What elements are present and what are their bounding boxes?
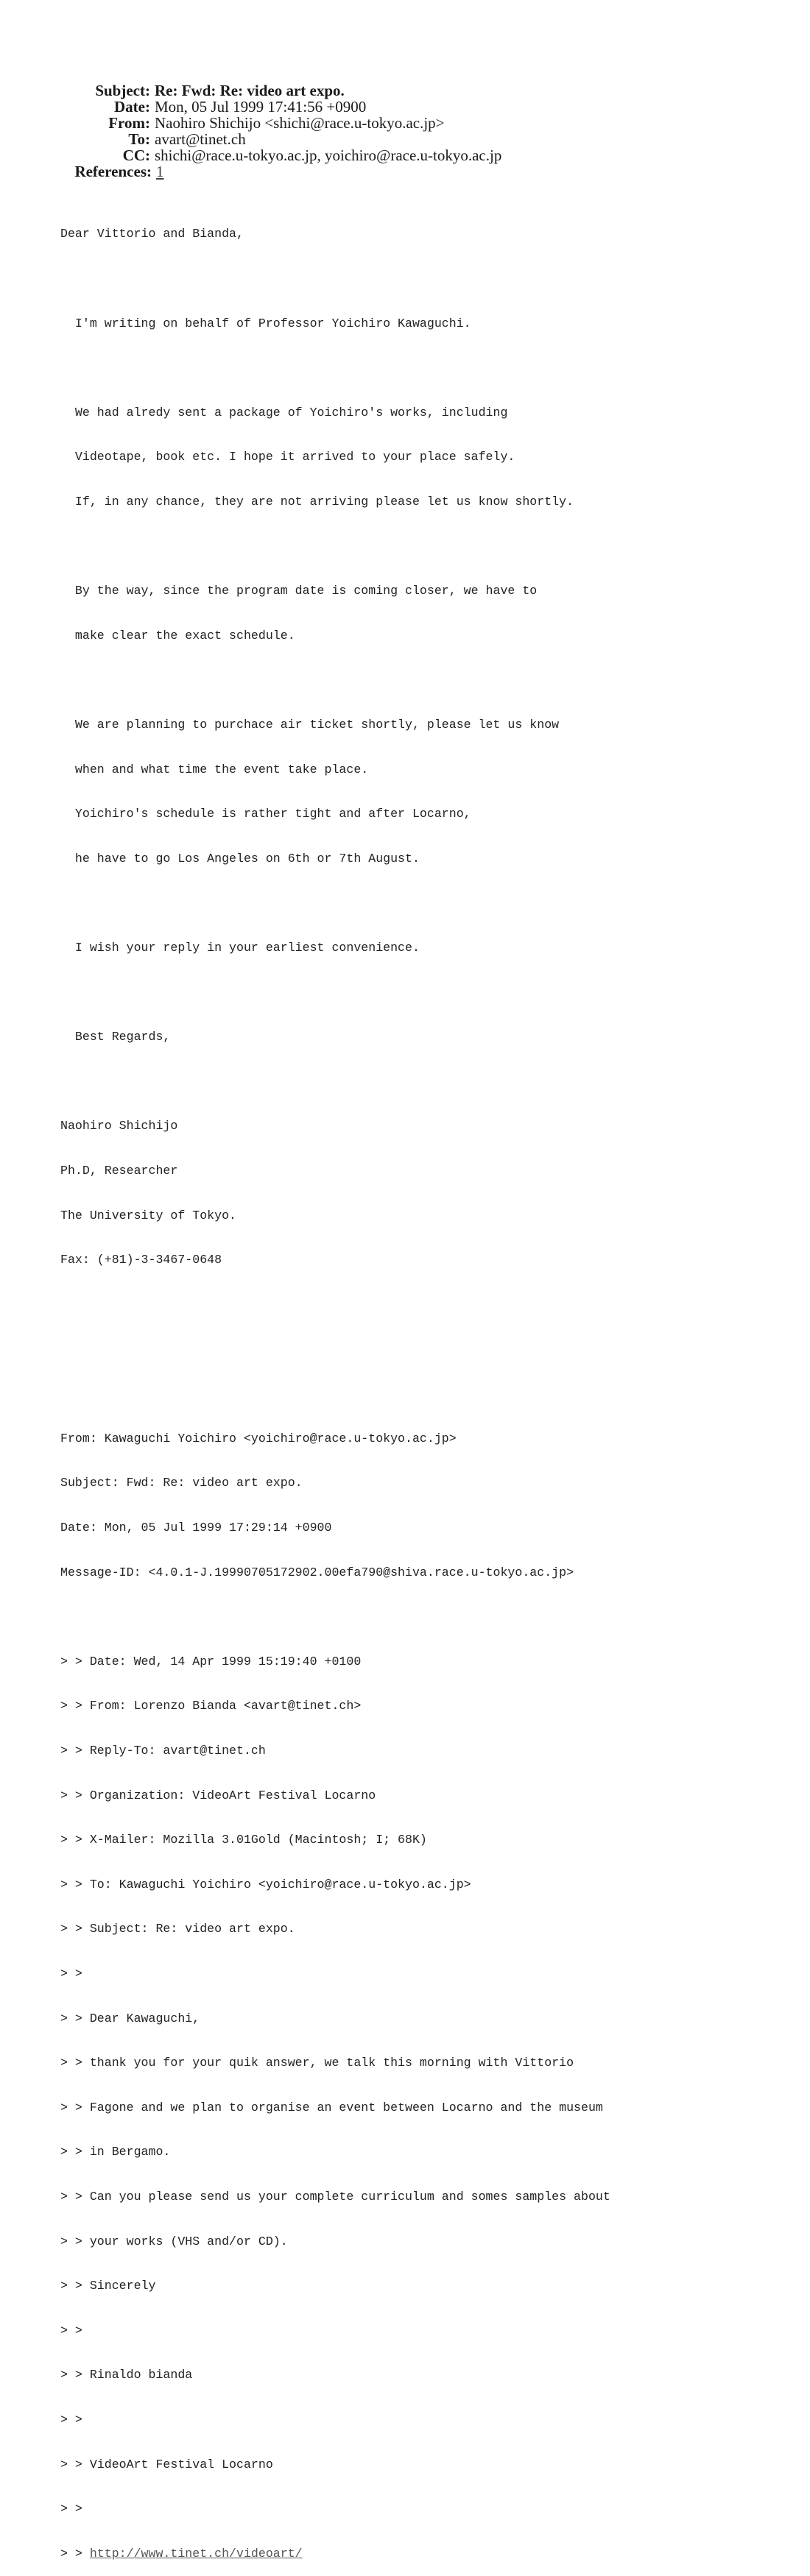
from-value: Naohiro Shichijo <shichi@race.u-tokyo.ac.jp>	[155, 114, 445, 132]
quoted-line: > > Organization: VideoArt Festival Locarno	[60, 1788, 376, 1802]
to-value: avart@tinet.ch	[155, 130, 246, 148]
body-paragraph: I'm writing on behalf of Professor Yoichiro Kawaguchi.	[60, 316, 471, 330]
body-paragraph: We had alredy sent a package of Yoichiro's works, including	[60, 405, 508, 420]
signature-title: Ph.D, Researcher	[60, 1164, 178, 1178]
blank-line	[60, 986, 610, 1000]
to-row	[60, 131, 501, 147]
blank-line	[60, 361, 610, 375]
references-link[interactable]: 1	[156, 163, 164, 180]
blank-line	[60, 1298, 610, 1312]
quoted-line: > > Dear Kawaguchi,	[60, 2011, 200, 2025]
body-paragraph: If, in any chance, they are not arriving please let us know shortly.	[60, 495, 574, 509]
to-label: To:	[128, 130, 150, 148]
videoart-link[interactable]: http://www.tinet.ch/videoart/	[89, 2546, 303, 2561]
quoted-line: > > your works (VHS and/or CD).	[60, 2234, 288, 2248]
quoted-line: > > Reply-To: avart@tinet.ch	[60, 1743, 266, 1758]
blank-line	[60, 539, 610, 554]
blank-line	[60, 1342, 610, 1357]
quoted-line: > > To: Kawaguchi Yoichiro <yoichiro@race.u-tokyo.ac.jp>	[60, 1877, 471, 1892]
cc-value: shichi@race.u-tokyo.ac.jp, yoichiro@race.u-tokyo.ac.jp	[155, 146, 502, 164]
quoted-line: > > VideoArt Festival Locarno	[60, 2457, 273, 2471]
quote-prefix: > >	[60, 2546, 90, 2561]
quoted-line: > > Fagone and we plan to organise an event between Locarno and the museum	[60, 2100, 603, 2115]
quoted-line: > > X-Mailer: Mozilla 3.01Gold (Macintosh; I; 68K)	[60, 1833, 427, 1847]
quoted-line: > > in Bergamo.	[60, 2145, 171, 2159]
cc-row	[60, 147, 501, 163]
blank-line	[60, 1387, 610, 1401]
blank-line	[60, 896, 610, 910]
quoted-line: > >	[60, 2323, 82, 2338]
signature-name: Naohiro Shichijo	[60, 1119, 178, 1133]
date-label: Date:	[114, 98, 150, 116]
quoted-line: > >	[60, 2413, 82, 2427]
quoted-line: > > Sincerely	[60, 2279, 156, 2293]
forwarded-date: Date: Mon, 05 Jul 1999 17:29:14 +0900	[60, 1520, 332, 1535]
quoted-line: > > Rinaldo bianda	[60, 2368, 193, 2382]
forwarded-from: From: Kawaguchi Yoichiro <yoichiro@race.u-tokyo.ac.jp>	[60, 1431, 457, 1446]
cc-label: CC:	[122, 146, 150, 164]
quoted-line: > > From: Lorenzo Bianda <avart@tinet.ch>	[60, 1699, 362, 1713]
date-value: Mon, 05 Jul 1999 17:41:56 +0900	[155, 98, 367, 116]
email-headers	[60, 82, 501, 180]
quoted-line: > >	[60, 1967, 82, 1981]
references-label: References:	[74, 163, 152, 180]
body-paragraph: he have to go Los Angeles on 6th or 7th August.	[60, 851, 420, 866]
forwarded-subject: Subject: Fwd: Re: video art expo.	[60, 1476, 303, 1490]
signature-fax: Fax: (+81)-3-3467-0648	[60, 1253, 222, 1267]
quoted-line: > >	[60, 2502, 82, 2516]
body-paragraph: when and what time the event take place.	[60, 762, 369, 776]
closing: Best Regards,	[60, 1030, 171, 1044]
forwarded-message-id: Message-ID: <4.0.1-J.19990705172902.00efa790@shiva.race.u-tokyo.ac.jp>	[60, 1565, 574, 1579]
subject-row	[60, 82, 501, 99]
date-row	[60, 99, 501, 115]
quoted-link-line	[60, 2547, 610, 2561]
email-body	[60, 197, 610, 2576]
blank-line	[60, 272, 610, 286]
signature-org: The University of Tokyo.	[60, 1208, 236, 1222]
quoted-line: > > Subject: Re: video art expo.	[60, 1922, 295, 1936]
body-paragraph: I wish your reply in your earliest convenience.	[60, 941, 420, 955]
body-paragraph: We are planning to purchace air ticket shortly, please let us know	[60, 718, 560, 732]
from-label: From:	[108, 114, 150, 132]
quoted-line: > > Date: Wed, 14 Apr 1999 15:19:40 +0100	[60, 1654, 362, 1669]
greeting: Dear Vittorio and Bianda,	[60, 227, 244, 241]
subject-label: Subject:	[95, 82, 150, 99]
references-row	[60, 163, 501, 180]
blank-line	[60, 1075, 610, 1089]
body-paragraph: By the way, since the program date is coming closer, we have to	[60, 584, 538, 598]
quoted-line: > > thank you for your quik answer, we talk this morning with Vittorio	[60, 2056, 574, 2070]
from-row	[60, 115, 501, 131]
subject-value: Re: Fwd: Re: video art expo.	[155, 82, 345, 99]
body-paragraph: Yoichiro's schedule is rather tight and after Locarno,	[60, 807, 471, 821]
body-paragraph: make clear the exact schedule.	[60, 628, 295, 643]
blank-line	[60, 1610, 610, 1624]
quoted-line: > > Can you please send us your complete curriculum and somes samples about	[60, 2190, 610, 2204]
body-paragraph: Videotape, book etc. I hope it arrived to your place safely.	[60, 450, 515, 464]
blank-line	[60, 673, 610, 687]
